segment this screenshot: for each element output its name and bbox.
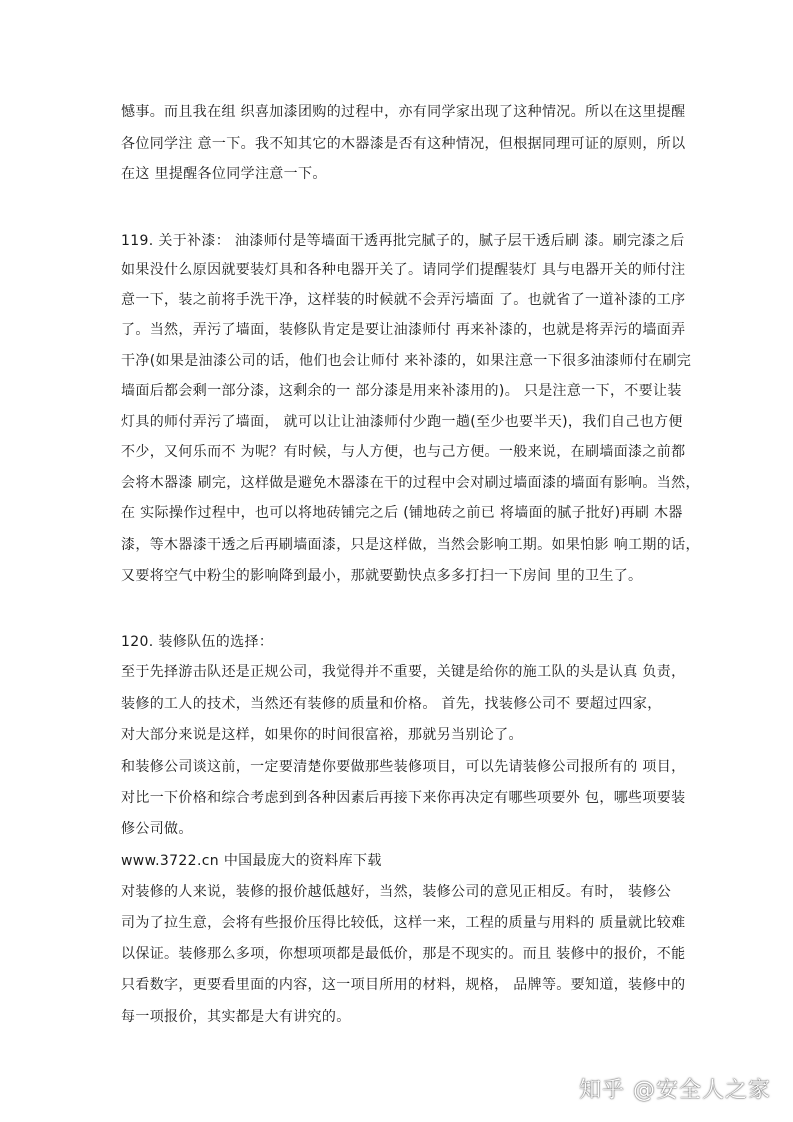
section-heading: 120. 装修队伍的选择： [121,634,274,650]
text-line: 每一项报价，其实都是大有讲究的。 [121,1009,351,1025]
text-line: 不少，又何乐而不 为呢？有时候，与人方便，也与己方便。一般来说，在刷墙面漆之前都 [121,444,686,460]
text-line: 灯具的师付弄污了墙面， 就可以让让油漆师付少跑一趟(至少也要半天)，我们自己也方便 [121,414,683,430]
text-line: 119. 关于补漆： 油漆师付是等墙面干透再批完腻子的，腻子层干透后刷 漆。刷完漆之后 [121,233,685,249]
text-line: 至于先择游击队还是正规公司，我觉得并不重要，关键是给你的施工队的头是认真 负责， [121,664,686,680]
text-line: 只看数字，更要看里面的内容，这一项目所用的材料，规格， 品牌等。要知道，装修中的 [121,977,686,993]
text-line: 在这 里提醒各位同学注意一下。 [121,166,327,182]
source-line: www.3722.cn 中国最庞大的资料库下载 [121,853,382,869]
text-line: 意一下，装之前将手洗干净，这样装的时候就不会弄污墙面 了。也就省了一道补漆的工序 [121,292,686,308]
text-line: 在 实际操作过程中，也可以将地砖铺完之后 (铺地砖之前已 将墙面的腻子批好)再刷 木器 [121,505,683,521]
text-line: 修公司做。 [121,821,193,837]
text-line: 以保证。装修那么多项，你想项项都是最低价，那是不现实的。而且 装修中的报价，不能 [121,946,686,962]
text-line: 各位同学注 意一下。我不知其它的木器漆是否有这种情况，但根据同理可证的原则，所以 [121,136,686,152]
watermark: 知乎 @安全人之家 [579,1078,771,1103]
text-line: 司为了拉生意，会将有些报价压得比较低，这样一来，工程的质量与用料的 质量就比较难 [121,915,686,931]
text-line: 如果没什么原因就要装灯具和各种电器开关了。请同学们提醒装灯 具与电器开关的师付注 [121,262,686,278]
text-line: 墙面后都会剩一部分漆，这剩余的一 部分漆是用来补漆用的)。 只是注意一下，不要让装 [121,383,682,399]
text-line: 了。当然，弄污了墙面，装修队肯定是要让油漆师付 再来补漆的，也就是将弄污的墙面弄 [121,322,686,338]
text-line: 又要将空气中粉尘的影响降到最小，那就要勤快点多多打扫一下房间 里的卫生了。 [121,568,643,584]
text-line: 对比一下价格和综合考虑到到各种因素后再接下来你再决定有哪些项要外 包，哪些项要装 [121,790,686,806]
text-line: 憾事。而且我在组 织喜加漆团购的过程中，亦有同学家出现了这种情况。所以在这里提醒 [121,104,686,120]
text-line: 漆，等木器漆干透之后再刷墙面漆，只是这样做，当然会影响工期。如果怕影 响工期的话， [121,537,700,553]
text-line: 对装修的人来说，装修的报价越低越好，当然，装修公司的意见正相反。有时， 装修公 [121,884,672,900]
text-line: 和装修公司谈这前，一定要清楚你要做那些装修项目，可以先请装修公司报所有的 项目， [121,759,686,775]
text-line: 干净(如果是油漆公司的话，他们也会让师付 来补漆的，如果注意一下很多油漆师付在刷完 [121,353,692,369]
text-line: 会将木器漆 刷完，这样做是避免木器漆在干的过程中会对刷过墙面漆的墙面有影响。当然， [121,475,700,491]
text-line: 装修的工人的技术，当然还有装修的质量和价格。 首先，找装修公司不 要超过四家， [121,696,662,712]
text-line: 对大部分来说是这样，如果你的时间很富裕，那就另当别论了。 [121,727,523,743]
